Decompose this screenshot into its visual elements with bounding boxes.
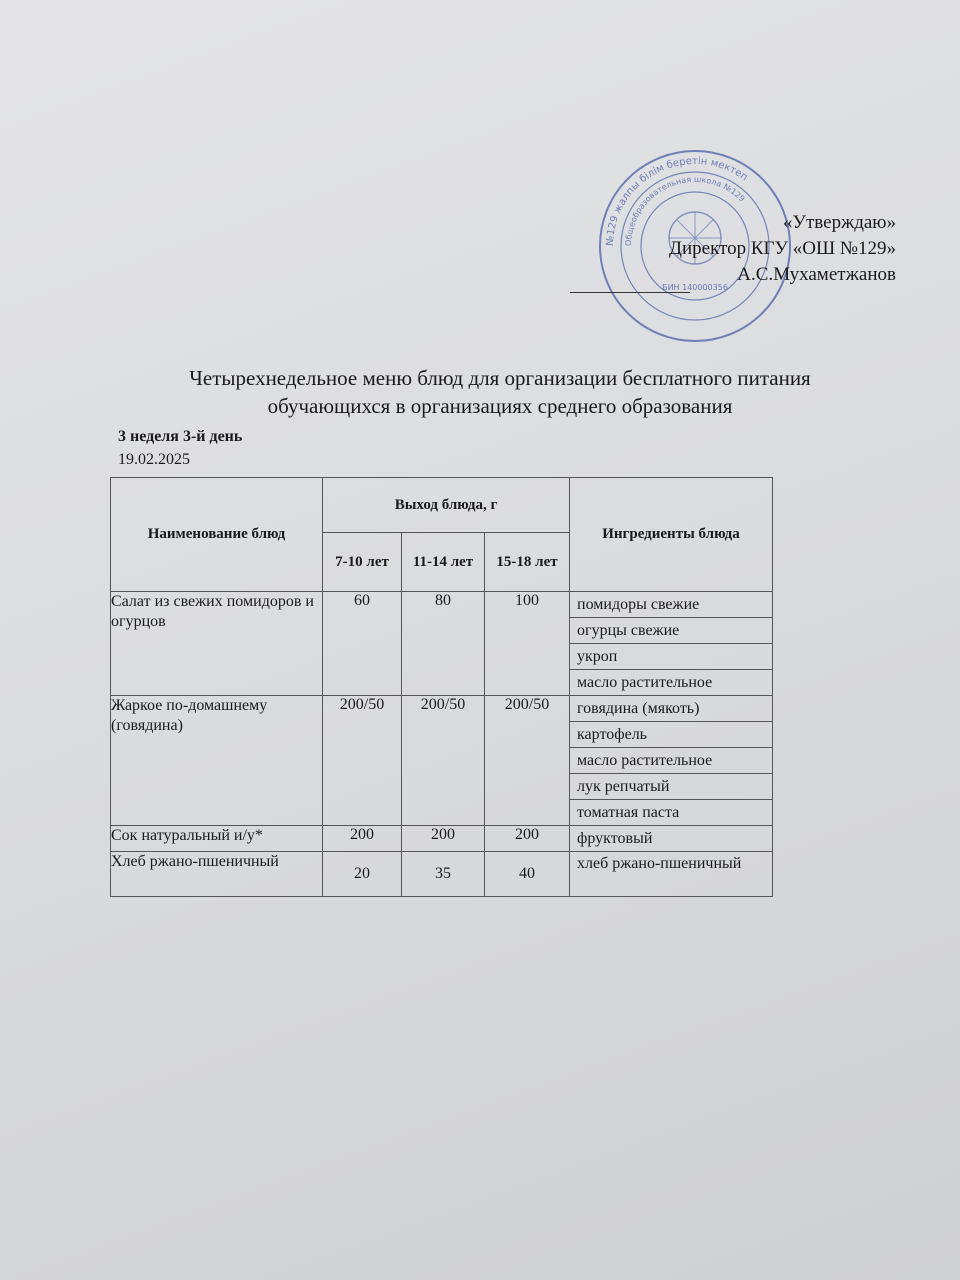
table-row xyxy=(111,852,773,897)
table-row xyxy=(111,592,773,696)
approval-title: «Утверждаю» xyxy=(783,212,896,233)
table-row xyxy=(111,696,773,826)
ingredient-item: картофель xyxy=(570,722,772,748)
dish-name: Сок натуральный и/у* xyxy=(111,826,323,852)
ingredient-item: укроп xyxy=(570,644,772,670)
approval-position: Директор КГУ «ОШ №129» xyxy=(669,238,896,259)
svg-text:БИН 140000356: БИН 140000356 xyxy=(662,283,728,292)
output-15-18: 200/50 xyxy=(485,696,570,826)
table-row xyxy=(111,826,773,852)
document-title xyxy=(100,364,900,420)
output-7-10: 20 xyxy=(323,852,402,897)
output-7-10: 60 xyxy=(323,592,402,696)
menu-table xyxy=(110,477,773,897)
title-line-2: обучающихся в организациях среднего образования xyxy=(267,394,733,418)
ingredient-item: говядина (мякоть) xyxy=(570,696,772,722)
svg-text:Общеобразовательная школа №129: Общеобразовательная школа №129 xyxy=(623,174,747,247)
menu-date: 19.02.2025 xyxy=(118,451,190,468)
ingredient-item: томатная паста xyxy=(577,804,680,821)
header-output: Выход блюда, г xyxy=(323,478,570,533)
output-11-14: 35 xyxy=(402,852,485,897)
output-15-18: 200 xyxy=(485,826,570,852)
signature-line xyxy=(570,292,690,293)
ingredient-item: масло растительное xyxy=(570,748,772,774)
svg-text:№129 жалпы білім беретін мекте: №129 жалпы білім беретін мектеп xyxy=(604,155,750,247)
output-11-14: 200/50 xyxy=(402,696,485,826)
ingredient-item: фруктовый xyxy=(577,830,653,847)
ingredient-item: лук репчатый xyxy=(570,774,772,800)
approval-signatory: А.С.Мухаметжанов xyxy=(737,264,896,285)
ingredient-item: помидоры свежие xyxy=(570,592,772,618)
title-line-1: Четырехнедельное меню блюд для организации бесплатного питания xyxy=(189,366,811,390)
ingredient-item: хлеб ржано-пшеничный xyxy=(577,855,742,872)
dish-name: Хлеб ржано-пшеничный xyxy=(111,852,323,897)
week-day-label: 3 неделя 3-й день xyxy=(118,428,243,445)
output-11-14: 200 xyxy=(402,826,485,852)
ingredient-item: масло растительное xyxy=(577,674,713,691)
output-7-10: 200 xyxy=(323,826,402,852)
header-age-11-14: 11-14 лет xyxy=(402,533,485,592)
header-age-7-10: 7-10 лет xyxy=(323,533,402,592)
ingredients-list xyxy=(570,592,773,696)
ingredients-list xyxy=(570,696,773,826)
output-15-18: 100 xyxy=(485,592,570,696)
ingredients-list xyxy=(570,826,773,852)
output-15-18: 40 xyxy=(485,852,570,897)
dish-name: Салат из свежих помидоров и огурцов xyxy=(111,592,323,696)
header-ingredients: Ингредиенты блюда xyxy=(570,478,773,592)
dish-name: Жаркое по-домашнему (говядина) xyxy=(111,696,323,826)
ingredient-item: огурцы свежие xyxy=(570,618,772,644)
approval-block xyxy=(560,210,896,288)
ingredients-list xyxy=(570,852,773,897)
header-age-15-18: 15-18 лет xyxy=(485,533,570,592)
output-11-14: 80 xyxy=(402,592,485,696)
output-7-10: 200/50 xyxy=(323,696,402,826)
header-dish-name: Наименование блюд xyxy=(111,478,323,592)
